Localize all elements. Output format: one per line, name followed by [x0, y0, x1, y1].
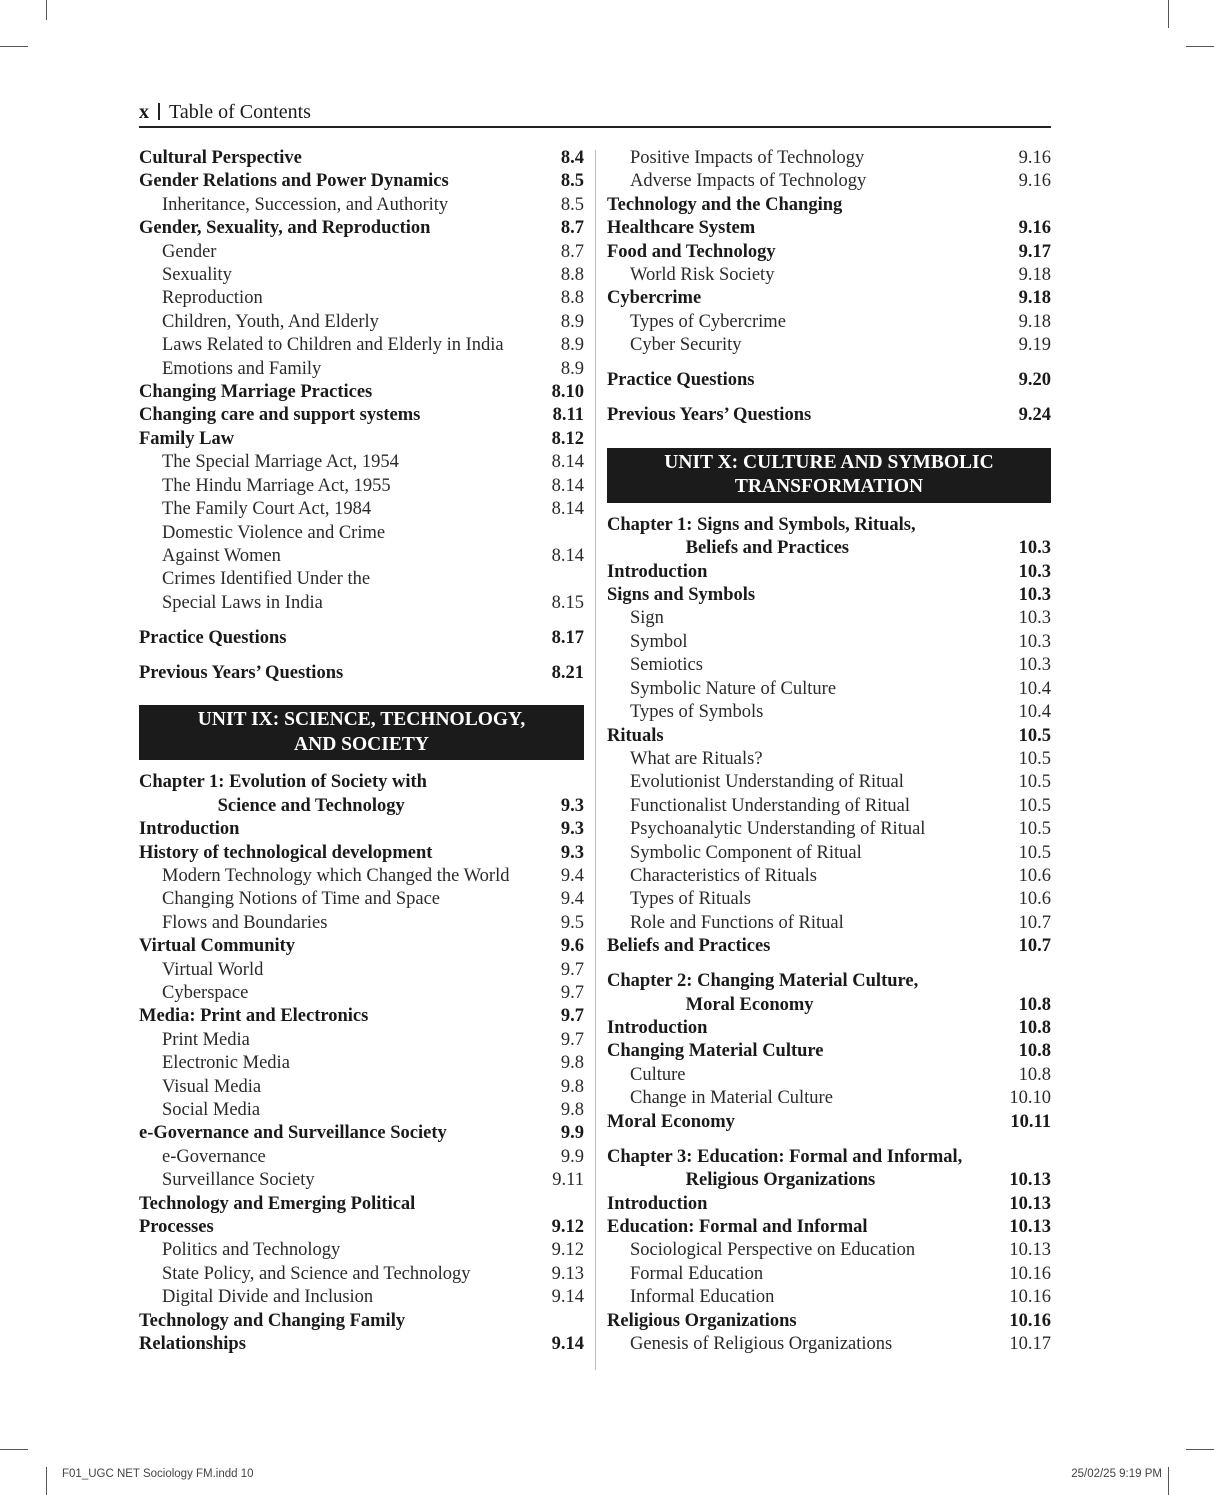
toc-subsection-entry[interactable]: [139, 959, 584, 982]
toc-entry-title: Changing Marriage Practices: [139, 382, 373, 403]
toc-entry-title: The Family Court Act, 1984: [162, 499, 372, 520]
toc-subsection-entry[interactable]: [139, 888, 584, 911]
toc-entry-title: Children, Youth, And Elderly: [162, 311, 379, 332]
toc-entry-page: 10.4: [1018, 678, 1051, 699]
toc-entry-page: 10.3: [1018, 538, 1051, 559]
toc-entry-page: 9.13: [551, 1263, 584, 1284]
toc-entry-page: 8.5: [560, 171, 584, 192]
toc-entry-title: Education: Formal and Informal: [607, 1217, 868, 1237]
toc-section-entry[interactable]: [139, 217, 584, 240]
toc-entry-page: 10.5: [1018, 725, 1051, 746]
toc-entry-page: 9.3: [560, 842, 584, 863]
toc-subsection-entry[interactable]: [607, 795, 1051, 818]
toc-entry-page: 9.4: [560, 889, 584, 910]
toc-entry-title: Semiotics: [630, 655, 703, 676]
toc-entry-title: Types of Rituals: [630, 889, 751, 910]
toc-entry-title: The Special Marriage Act, 1954: [162, 452, 399, 473]
toc-entry-title: Technology and the Changing Healthcare System: [607, 194, 843, 239]
toc-entry-title: Moral Economy: [607, 1111, 735, 1132]
toc-entry-title: Crimes Identified Under the Special Laws in India: [162, 569, 371, 613]
toc-entry-page: 10.11: [1010, 1111, 1051, 1132]
toc-entry-page: 9.9: [560, 1123, 584, 1144]
toc-subsection-entry[interactable]: [607, 701, 1051, 724]
toc-entry-page: 10.3: [1018, 561, 1051, 582]
toc-entry-page: 8.21: [551, 662, 584, 683]
toc-entry-title: Introduction: [607, 1193, 708, 1214]
toc-subsection-entry[interactable]: [139, 982, 584, 1005]
toc-entry-title: Changing Notions of Time and Space: [162, 889, 441, 910]
toc-section-entry[interactable]: [139, 818, 584, 841]
toc-section-entry[interactable]: [139, 147, 584, 170]
toc-entry-title: Flows and Boundaries: [162, 912, 328, 933]
toc-entry-title: Types of Cybercrime: [630, 311, 786, 332]
toc-entry-title: Psychoanalytic Understanding of Ritual: [630, 819, 926, 840]
toc-subsection-entry[interactable]: [139, 1263, 584, 1286]
crop-mark: [0, 46, 28, 47]
toc-entry-page: 9.17: [1018, 241, 1051, 262]
toc-entry-title: Adverse Impacts of Technology: [630, 171, 867, 192]
toc-subsection-entry[interactable]: [607, 842, 1051, 865]
toc-subsection-entry[interactable]: [139, 1099, 584, 1122]
toc-subsection-entry[interactable]: [607, 170, 1051, 193]
unit-banner: UNIT X: CULTURE AND SYMBOLIC TRANSFORMATION: [607, 448, 1051, 503]
toc-entry-page: 10.7: [1018, 936, 1051, 957]
toc-entry-page: 9.14: [551, 1334, 584, 1355]
toc-entry-page: 9.16: [1018, 148, 1051, 168]
toc-chapter-entry[interactable]: [607, 1146, 1051, 1193]
toc-entry-page: 10.8: [1018, 1018, 1051, 1039]
toc-entry-title: Chapter 1: Evolution of Society with Science and Technology: [139, 772, 427, 816]
toc-subsection-entry[interactable]: [139, 287, 584, 310]
toc-entry-page: 10.17: [1009, 1334, 1051, 1355]
toc-section-entry[interactable]: [139, 627, 584, 650]
toc-entry-page: 8.7: [560, 241, 584, 262]
toc-entry-title: Modern Technology which Changed the World: [162, 865, 510, 886]
crop-mark: [46, 1467, 47, 1495]
toc-entry-title: Cyber Security: [630, 335, 742, 356]
toc-entry-title: Chapter 2: Changing Material Culture, Moral Economy: [607, 971, 919, 1015]
toc-entry-page: 10.3: [1018, 631, 1051, 652]
toc-section-entry[interactable]: [607, 369, 1051, 392]
toc-entry-page: 9.18: [1018, 265, 1051, 286]
toc-entry-page: 9.19: [1018, 335, 1051, 356]
toc-subsection-entry[interactable]: [139, 194, 584, 217]
toc-entry-title: Domestic Violence and Crime Against Women: [162, 522, 386, 566]
toc-subsection-entry[interactable]: [139, 912, 584, 935]
toc-entry-page: 10.5: [1018, 819, 1051, 840]
toc-entry-title: Culture: [630, 1064, 686, 1085]
toc-entry-title: Print Media: [162, 1029, 250, 1050]
toc-entry-page: 9.8: [560, 1053, 584, 1074]
toc-entry-page: 10.13: [1009, 1170, 1051, 1191]
toc-entry-title: Formal Education: [630, 1263, 764, 1284]
toc-section-entry[interactable]: [607, 1310, 1051, 1333]
crop-mark: [1168, 1467, 1169, 1495]
toc-entry-page: 9.12: [551, 1240, 584, 1261]
toc-entry-page: 10.7: [1018, 912, 1051, 933]
column-divider: [595, 150, 596, 1370]
toc-subsection-entry[interactable]: [607, 678, 1051, 701]
toc-entry-page: 9.18: [1018, 311, 1051, 332]
toc-entry-title: Previous Years’ Questions: [607, 405, 812, 426]
toc-entry-title: Functionalist Understanding of Ritual: [630, 795, 911, 816]
toc-subsection-entry[interactable]: [139, 241, 584, 264]
toc-entry-page: 8.14: [551, 452, 584, 473]
toc-entry-title: Positive Impacts of Technology: [630, 148, 865, 168]
toc-section-entry[interactable]: [607, 584, 1051, 607]
toc-section-entry[interactable]: [139, 428, 584, 451]
toc-entry-title: Emotions and Family: [162, 358, 322, 379]
toc-section-entry[interactable]: [607, 1111, 1051, 1134]
toc-entry-page: 9.7: [560, 982, 584, 1003]
crop-mark: [1186, 46, 1214, 47]
toc-entry-page: 8.8: [560, 288, 584, 309]
toc-section-entry[interactable]: [139, 935, 584, 958]
toc-entry-page: 9.6: [560, 936, 584, 957]
toc-entry-page: 8.14: [551, 545, 584, 566]
toc-entry-page: 9.12: [551, 1217, 584, 1238]
toc-subsection-entry[interactable]: [607, 311, 1051, 334]
toc-subsection-entry[interactable]: [607, 334, 1051, 357]
toc-entry-title: Gender: [162, 241, 217, 262]
toc-section-entry[interactable]: [139, 1193, 584, 1240]
crop-mark: [46, 0, 47, 20]
toc-entry-page: 8.5: [560, 194, 584, 215]
toc-section-entry[interactable]: [607, 241, 1051, 264]
toc-entry-page: 10.6: [1018, 889, 1051, 910]
toc-entry-page: 9.14: [551, 1287, 584, 1308]
toc-entry-title: Genesis of Religious Organizations: [630, 1334, 893, 1355]
toc-entry-title: Signs and Symbols: [607, 585, 756, 606]
toc-subsection-entry[interactable]: [139, 1169, 584, 1192]
toc-subsection-entry[interactable]: [607, 888, 1051, 911]
toc-entry-title: Previous Years’ Questions: [139, 662, 344, 683]
toc-entry-title: e-Governance: [162, 1146, 266, 1167]
toc-entry-page: 9.3: [560, 795, 584, 816]
toc-subsection-entry[interactable]: [139, 358, 584, 381]
toc-entry-page: 9.11: [552, 1170, 584, 1191]
toc-subsection-entry[interactable]: [139, 1076, 584, 1099]
toc-entry-title: Virtual Community: [139, 936, 296, 957]
toc-section-entry[interactable]: [139, 662, 584, 685]
toc-entry-title: Informal Education: [630, 1287, 775, 1308]
toc-entry-title: Chapter 1: Signs and Symbols, Rituals, Beliefs and Practices: [607, 514, 916, 559]
toc-section-entry[interactable]: [607, 561, 1051, 584]
toc-entry-page: 10.13: [1009, 1240, 1051, 1261]
toc-section-entry[interactable]: [139, 404, 584, 427]
toc-entry-title: Politics and Technology: [162, 1240, 341, 1261]
toc-entry-title: Sociological Perspective on Education: [630, 1240, 916, 1261]
toc-subsection-entry[interactable]: [139, 475, 584, 498]
crop-mark: [1186, 1449, 1214, 1450]
toc-entry-title: History of technological development: [139, 842, 433, 863]
toc-subsection-entry[interactable]: [139, 865, 584, 888]
toc-entry-page: 9.16: [1018, 171, 1051, 192]
toc-entry-page: 10.13: [1009, 1217, 1051, 1237]
toc-entry-title: Cybercrime: [607, 288, 702, 309]
toc-subsection-entry[interactable]: [139, 1239, 584, 1262]
toc-entry-title: e-Governance and Surveillance Society: [139, 1123, 447, 1144]
toc-subsection-entry[interactable]: [607, 865, 1051, 888]
toc-subsection-entry[interactable]: [139, 1029, 584, 1052]
toc-entry-page: 10.3: [1018, 585, 1051, 606]
toc-entry-page: 9.24: [1018, 405, 1051, 426]
toc-entry-title: Family Law: [139, 428, 235, 449]
toc-entry-title: Rituals: [607, 725, 664, 746]
toc-chapter-entry[interactable]: [607, 514, 1051, 561]
toc-entry-page: 8.9: [560, 358, 584, 379]
toc-entry-page: 9.7: [560, 959, 584, 980]
toc-subsection-entry[interactable]: [607, 748, 1051, 771]
header-separator: [158, 103, 160, 120]
toc-entry-title: Changing Material Culture: [607, 1041, 824, 1062]
toc-subsection-entry[interactable]: [139, 568, 584, 615]
toc-subsection-entry[interactable]: [607, 607, 1051, 630]
toc-entry-title: Food and Technology: [607, 241, 776, 262]
toc-entry-title: Sexuality: [162, 265, 232, 286]
toc-entry-title: Types of Symbols: [630, 702, 764, 723]
footer-timestamp: 25/02/25 9:19 PM: [1071, 1468, 1162, 1480]
toc-entry-page: 10.8: [1018, 1041, 1051, 1062]
toc-entry-page: 8.17: [551, 627, 584, 648]
toc-subsection-entry[interactable]: [607, 1333, 1051, 1356]
toc-entry-page: 8.4: [560, 148, 584, 168]
toc-entry-page: 10.13: [1009, 1193, 1051, 1214]
toc-entry-title: Gender Relations and Power Dynamics: [139, 171, 449, 192]
toc-entry-page: 9.7: [560, 1006, 584, 1027]
toc-entry-title: Practice Questions: [607, 370, 755, 391]
toc-entry-page: 10.5: [1018, 748, 1051, 769]
toc-entry-page: 10.8: [1018, 994, 1051, 1015]
toc-entry-title: Change in Material Culture: [630, 1088, 833, 1109]
toc-entry-page: 10.6: [1018, 865, 1051, 886]
toc-entry-page: 9.4: [560, 865, 584, 886]
toc-entry-page: 8.9: [560, 311, 584, 332]
toc-entry-title: Changing care and support systems: [139, 405, 421, 426]
toc-subsection-entry[interactable]: [139, 451, 584, 474]
toc-subsection-entry[interactable]: [607, 264, 1051, 287]
toc-subsection-entry[interactable]: [607, 1064, 1051, 1087]
toc-section-entry[interactable]: [139, 842, 584, 865]
toc-entry-page: 9.3: [560, 819, 584, 840]
toc-entry-title: Introduction: [607, 561, 708, 582]
crop-mark: [1168, 0, 1169, 28]
toc-subsection-entry[interactable]: [607, 1263, 1051, 1286]
toc-entry-page: 8.9: [560, 335, 584, 356]
footer-file: F01_UGC NET Sociology FM.indd 10: [62, 1468, 254, 1480]
toc-entry-title: Media: Print and Electronics: [139, 1006, 369, 1027]
toc-entry-title: Virtual World: [162, 959, 264, 980]
toc-section-entry[interactable]: [607, 725, 1051, 748]
toc-entry-title: Gender, Sexuality, and Reproduction: [139, 218, 431, 239]
toc-left-column: [139, 147, 584, 1356]
toc-entry-title: Electronic Media: [162, 1053, 290, 1074]
toc-subsection-entry[interactable]: [139, 1052, 584, 1075]
toc-entry-title: Chapter 3: Education: Formal and Informal, Religious Organizations: [607, 1146, 963, 1191]
toc-entry-page: 10.16: [1009, 1263, 1051, 1284]
toc-entry-page: 9.9: [560, 1146, 584, 1167]
toc-entry-page: 10.10: [1009, 1088, 1051, 1109]
toc-entry-title: State Policy, and Science and Technology: [162, 1263, 471, 1284]
toc-section-entry[interactable]: [607, 1040, 1051, 1063]
toc-entry-page: 10.5: [1018, 842, 1051, 863]
toc-entry-title: Symbolic Nature of Culture: [630, 678, 837, 699]
toc-section-entry[interactable]: [139, 170, 584, 193]
toc-subsection-entry[interactable]: [607, 631, 1051, 654]
toc-section-entry[interactable]: [607, 194, 1051, 241]
toc-entry-title: Symbolic Component of Ritual: [630, 842, 862, 863]
toc-section-entry[interactable]: [139, 381, 584, 404]
toc-entry-title: World Risk Society: [630, 265, 775, 286]
toc-chapter-entry[interactable]: [607, 970, 1051, 1017]
toc-subsection-entry[interactable]: [607, 771, 1051, 794]
toc-subsection-entry[interactable]: [139, 264, 584, 287]
toc-entry-page: 8.15: [551, 592, 584, 613]
toc-subsection-entry[interactable]: [139, 1146, 584, 1169]
toc-entry-title: Symbol: [630, 631, 688, 652]
toc-entry-page: 8.14: [551, 499, 584, 520]
toc-subsection-entry[interactable]: [139, 498, 584, 521]
toc-subsection-entry[interactable]: [607, 654, 1051, 677]
toc-entry-page: 8.14: [551, 475, 584, 496]
toc-entry-page: 10.3: [1018, 655, 1051, 676]
toc-entry-title: Social Media: [162, 1100, 261, 1120]
toc-entry-title: Technology and Emerging Political Processes: [139, 1193, 416, 1238]
page-number: x: [139, 101, 149, 123]
toc-subsection-entry[interactable]: [607, 818, 1051, 841]
toc-entry-page: 9.20: [1018, 370, 1051, 391]
toc-entry-title: Introduction: [607, 1018, 708, 1039]
toc-entry-page: 8.7: [560, 218, 584, 239]
toc-subsection-entry[interactable]: [607, 147, 1051, 170]
toc-entry-page: 10.3: [1018, 608, 1051, 629]
toc-entry-title: Practice Questions: [139, 627, 287, 648]
toc-subsection-entry[interactable]: [607, 1239, 1051, 1262]
toc-entry-page: 8.11: [552, 405, 584, 426]
toc-entry-page: 9.8: [560, 1076, 584, 1097]
toc-section-entry[interactable]: [139, 1310, 584, 1357]
toc-right-column: [607, 147, 1051, 1356]
toc-entry-title: Evolutionist Understanding of Ritual: [630, 772, 904, 793]
toc-entry-page: 9.16: [1018, 218, 1051, 239]
toc-entry-page: 10.16: [1009, 1287, 1051, 1308]
toc-entry-title: The Hindu Marriage Act, 1955: [162, 475, 391, 496]
toc-section-entry[interactable]: [607, 287, 1051, 310]
toc-entry-page: 8.12: [551, 428, 584, 449]
toc-chapter-entry[interactable]: [139, 771, 584, 818]
toc-entry-title: Digital Divide and Inclusion: [162, 1287, 374, 1308]
toc-section-entry[interactable]: [607, 404, 1051, 427]
toc-section-entry[interactable]: [139, 1122, 584, 1145]
toc-section-entry[interactable]: [607, 1216, 1051, 1239]
header-title: Table of Contents: [169, 101, 311, 123]
toc-entry-title: Reproduction: [162, 288, 263, 309]
unit-banner: UNIT IX: SCIENCE, TECHNOLOGY, AND SOCIETY: [139, 705, 584, 760]
toc-entry-title: Cultural Perspective: [139, 148, 302, 168]
toc-entry-title: Visual Media: [162, 1076, 262, 1097]
toc-entry-page: 9.7: [560, 1029, 584, 1050]
toc-entry-page: 9.5: [560, 912, 584, 933]
toc-entry-title: Beliefs and Practices: [607, 936, 771, 957]
page-header: [139, 100, 1051, 128]
toc-subsection-entry[interactable]: [607, 912, 1051, 935]
toc-entry-page: 9.18: [1018, 288, 1051, 309]
toc-entry-title: Laws Related to Children and Elderly in India: [162, 335, 504, 356]
toc-entry-title: Cyberspace: [162, 982, 249, 1003]
toc-subsection-entry[interactable]: [139, 522, 584, 569]
toc-entry-title: Introduction: [139, 819, 240, 840]
toc-entry-title: Characteristics of Rituals: [630, 865, 818, 886]
toc-section-entry[interactable]: [607, 1017, 1051, 1040]
toc-entry-page: 10.5: [1018, 772, 1051, 793]
toc-section-entry[interactable]: [607, 935, 1051, 958]
toc-subsection-entry[interactable]: [607, 1087, 1051, 1110]
toc-entry-page: 10.5: [1018, 795, 1051, 816]
toc-subsection-entry[interactable]: [139, 1286, 584, 1309]
toc-subsection-entry[interactable]: [139, 311, 584, 334]
toc-entry-title: Inheritance, Succession, and Authority: [162, 194, 449, 215]
toc-entry-title: Surveillance Society: [162, 1170, 315, 1191]
toc-entry-title: Religious Organizations: [607, 1310, 797, 1331]
toc-entry-title: Technology and Changing Family Relationships: [139, 1310, 406, 1355]
crop-mark: [0, 1449, 28, 1450]
toc-section-entry[interactable]: [139, 1005, 584, 1028]
toc-entry-page: 9.8: [560, 1100, 584, 1120]
toc-entry-page: 10.4: [1018, 702, 1051, 723]
toc-entry-title: Sign: [630, 608, 664, 629]
toc-subsection-entry[interactable]: [607, 1286, 1051, 1309]
toc-entry-page: 8.8: [560, 265, 584, 286]
toc-entry-page: 8.10: [551, 382, 584, 403]
toc-entry-title: What are Rituals?: [630, 748, 763, 769]
toc-section-entry[interactable]: [607, 1193, 1051, 1216]
toc-subsection-entry[interactable]: [139, 334, 584, 357]
toc-entry-title: Role and Functions of Ritual: [630, 912, 844, 933]
toc-entry-page: 10.8: [1018, 1064, 1051, 1085]
toc-entry-page: 10.16: [1009, 1310, 1051, 1331]
